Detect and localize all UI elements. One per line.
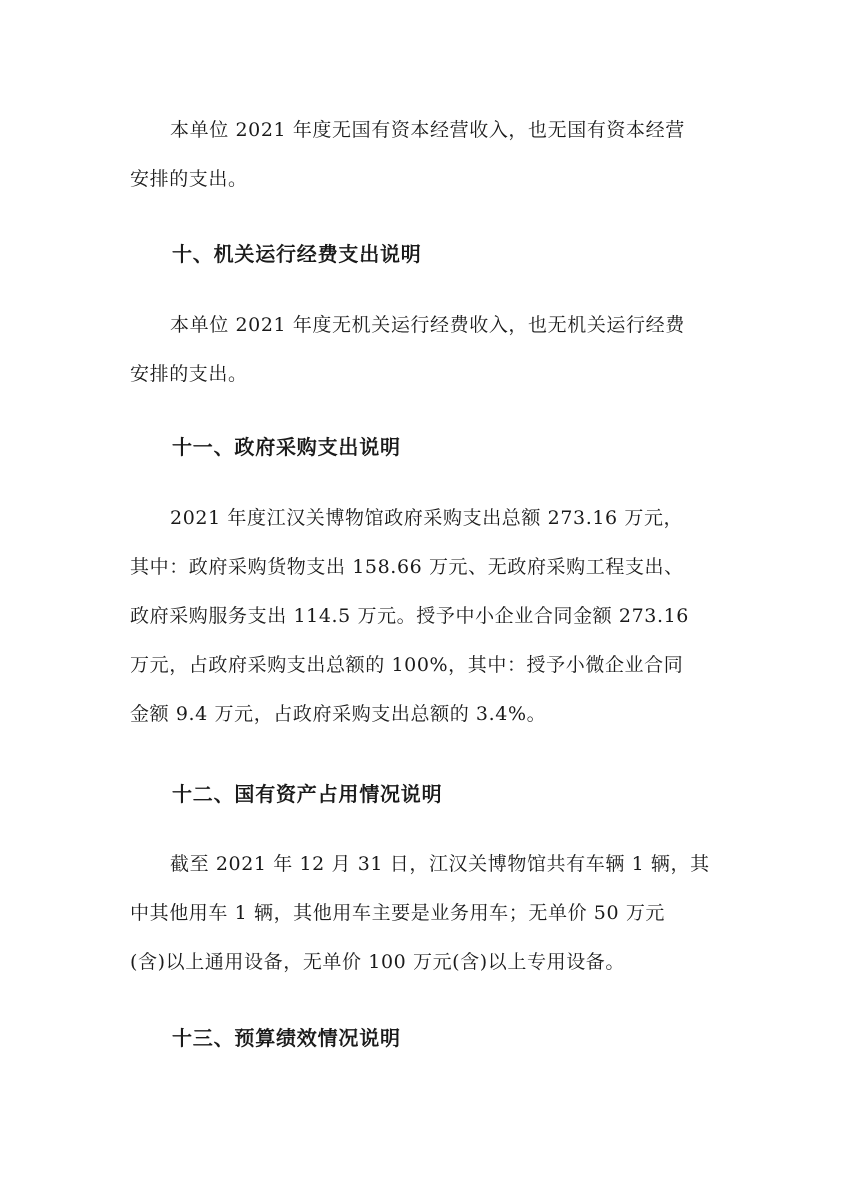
heading-section-11: 十一、政府采购支出说明 (172, 435, 401, 459)
paragraph-procurement (130, 494, 724, 739)
heading-section-13: 十三、预算绩效情况说明 (172, 1026, 401, 1050)
paragraph-state-capital (130, 106, 724, 204)
paragraph-line: 中其他用车 1 辆，其他用车主要是业务用车；无单价 50 万元 (130, 902, 666, 924)
heading-section-12: 十二、国有资产占用情况说明 (172, 782, 443, 806)
paragraph-line: 政府采购服务支出 114.5 万元。授予中小企业合同金额 273.16 (130, 605, 689, 627)
paragraph-line: 安排的支出。 (130, 168, 248, 190)
paragraph-line: 万元，占政府采购支出总额的 100%，其中：授予小微企业合同 (130, 654, 684, 676)
paragraph-line: 本单位 2021 年度无机关运行经费收入，也无机关运行经费 (170, 314, 685, 336)
paragraph-line: 其中：政府采购货物支出 158.66 万元、无政府采购工程支出、 (130, 556, 684, 578)
paragraph-line: 金额 9.4 万元，占政府采购支出总额的 3.4%。 (130, 703, 547, 725)
paragraph-line: 2021 年度江汉关博物馆政府采购支出总额 273.16 万元， (170, 507, 684, 529)
paragraph-line: 本单位 2021 年度无国有资本经营收入，也无国有资本经营 (170, 119, 685, 141)
paragraph-state-assets (130, 840, 724, 987)
paragraph-line: 截至 2021 年 12 月 31 日，江汉关博物馆共有车辆 1 辆，其 (170, 853, 710, 875)
paragraph-line: (含)以上通用设备，无单价 100 万元(含)以上专用设备。 (130, 951, 625, 973)
paragraph-operation-expense (130, 301, 724, 399)
heading-section-10: 十、机关运行经费支出说明 (172, 242, 422, 266)
paragraph-line: 安排的支出。 (130, 363, 248, 385)
